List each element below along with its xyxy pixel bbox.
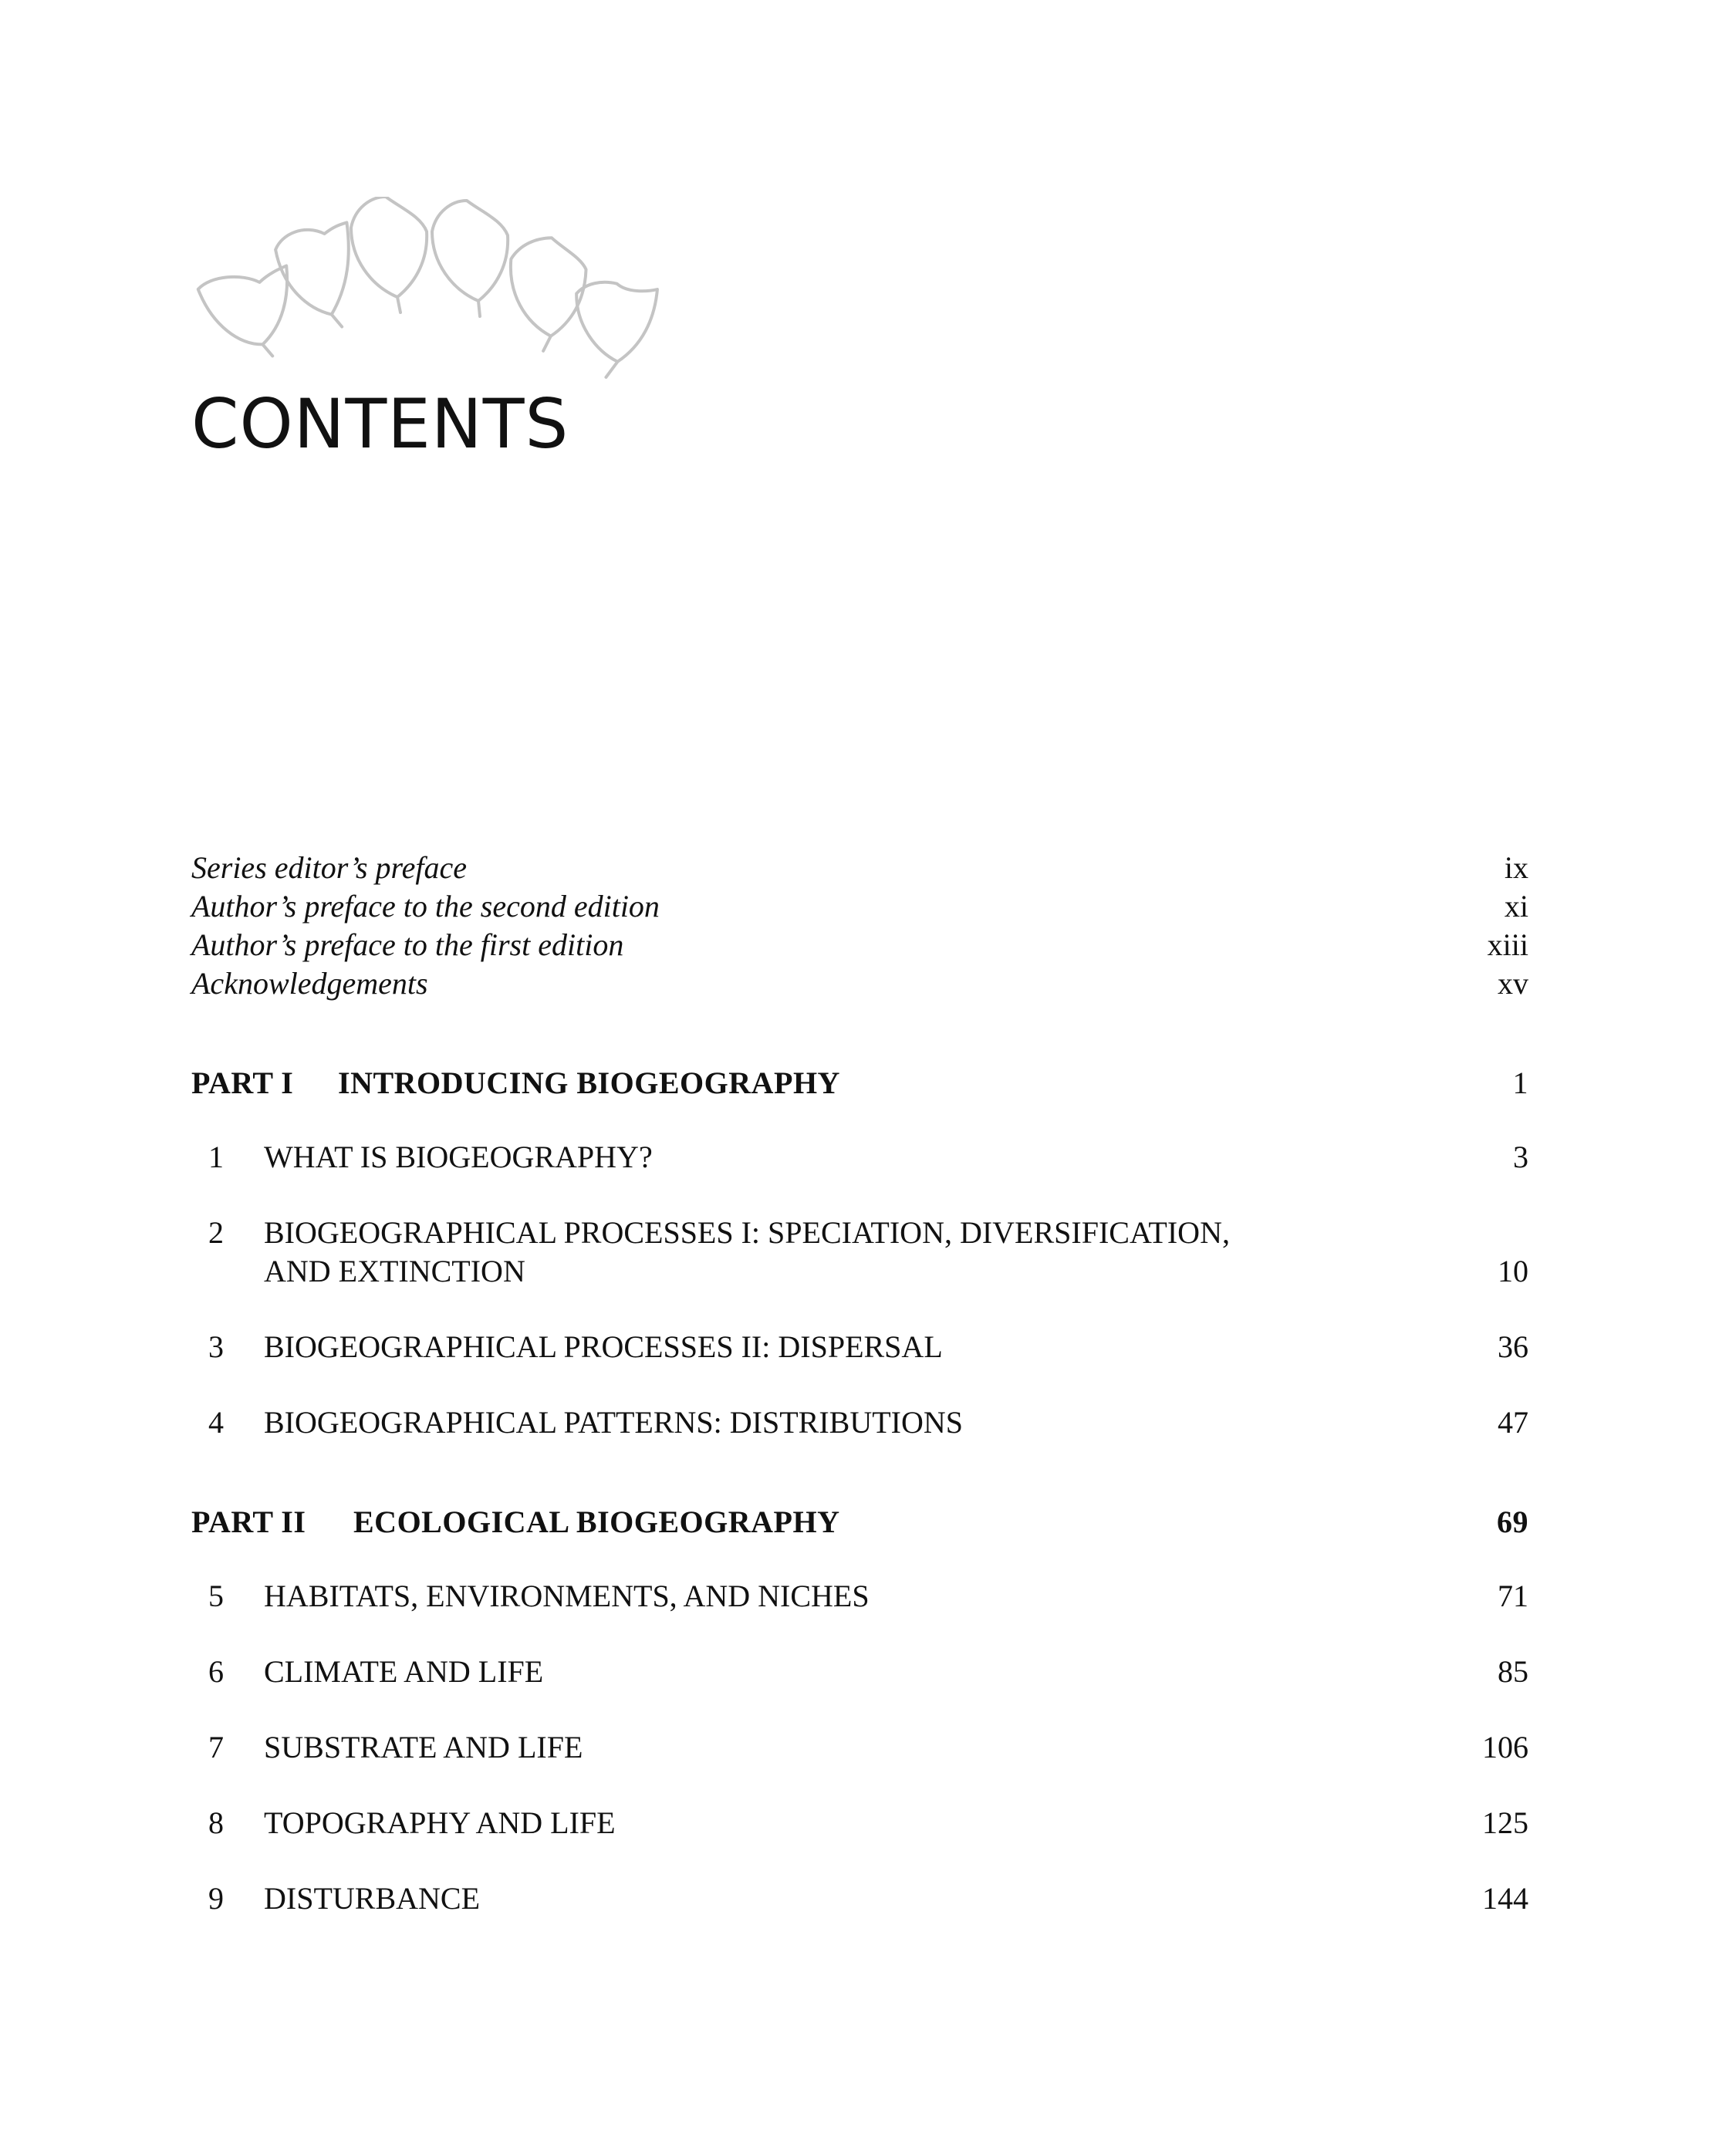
chapter-number: 7 [208, 1730, 224, 1764]
chapter-title: DISTURBANCE [264, 1881, 481, 1916]
entry-title: Author’s preface to the second edition [191, 889, 660, 924]
part-heading[interactable] [191, 1065, 1528, 1101]
chapter-number: 4 [208, 1405, 224, 1440]
entry-title: Series editor’s preface [191, 850, 467, 885]
chapter-title: HABITATS, ENVIRONMENTS, AND NICHES [264, 1579, 870, 1613]
part-heading[interactable] [191, 1504, 1528, 1540]
leaf-icon [432, 201, 508, 316]
part-page: 69 [1497, 1504, 1528, 1539]
entry-page: xv [1498, 966, 1528, 1001]
chapter-entry[interactable] [191, 1214, 1528, 1291]
chapter-page: 125 [1482, 1805, 1528, 1840]
leaf-icon [566, 278, 657, 382]
entry-page: ix [1504, 850, 1528, 885]
chapter-title-continued: AND EXTINCTION [264, 1254, 525, 1288]
entry-page: xiii [1487, 927, 1528, 962]
chapter-entry[interactable] [191, 1728, 1528, 1767]
chapter-entry[interactable] [191, 1577, 1528, 1616]
table-of-contents [191, 849, 1528, 1918]
front-matter-entry[interactable] [191, 926, 1528, 964]
chapter-page: 144 [1482, 1881, 1528, 1916]
chapter-entry[interactable] [191, 1328, 1528, 1366]
leaf-garland-ornament [189, 197, 667, 382]
page-title: CONTENTS [191, 384, 569, 464]
leaf-icon [274, 222, 356, 332]
part-title: INTRODUCING BIOGEOGRAPHY [338, 1065, 840, 1100]
part-label: PART II [191, 1504, 306, 1539]
chapter-title: BIOGEOGRAPHICAL PROCESSES I: SPECIATION, DIVERSIFICATION, [264, 1215, 1230, 1250]
chapter-page: 71 [1498, 1579, 1528, 1613]
chapter-number: 6 [208, 1654, 224, 1689]
chapter-entry[interactable] [191, 1138, 1528, 1177]
chapter-number: 3 [208, 1329, 224, 1364]
part-title: ECOLOGICAL BIOGEOGRAPHY [353, 1504, 840, 1539]
front-matter-entry[interactable] [191, 849, 1528, 887]
part-label: PART I [191, 1065, 294, 1100]
chapter-title: CLIMATE AND LIFE [264, 1654, 544, 1689]
chapter-entry[interactable] [191, 1879, 1528, 1918]
chapter-number: 5 [208, 1579, 224, 1613]
chapter-number: 1 [208, 1140, 224, 1174]
entry-title: Acknowledgements [191, 966, 428, 1001]
leaf-icon [351, 197, 427, 312]
chapter-number: 9 [208, 1881, 224, 1916]
chapter-title: BIOGEOGRAPHICAL PROCESSES II: DISPERSAL [264, 1329, 943, 1364]
chapter-page: 3 [1513, 1140, 1528, 1174]
chapter-title: BIOGEOGRAPHICAL PATTERNS: DISTRIBUTIONS [264, 1405, 963, 1440]
chapter-page: 106 [1482, 1730, 1528, 1764]
chapter-title: SUBSTRATE AND LIFE [264, 1730, 583, 1764]
chapter-page: 85 [1498, 1654, 1528, 1689]
front-matter-entry[interactable] [191, 887, 1528, 926]
chapter-entry[interactable] [191, 1403, 1528, 1442]
part-page: 1 [1512, 1065, 1528, 1100]
entry-page: xi [1504, 889, 1528, 924]
chapter-title: TOPOGRAPHY AND LIFE [264, 1805, 616, 1840]
entry-title: Author’s preface to the first edition [191, 927, 624, 962]
chapter-page: 36 [1498, 1329, 1528, 1364]
leaf-garland-icon [189, 197, 667, 382]
chapter-page: 47 [1498, 1405, 1528, 1440]
chapter-entry[interactable] [191, 1653, 1528, 1691]
chapter-page: 10 [1498, 1254, 1528, 1288]
front-matter-entry[interactable] [191, 964, 1528, 1003]
chapter-title: WHAT IS BIOGEOGRAPHY? [264, 1140, 653, 1174]
chapter-entry[interactable] [191, 1804, 1528, 1842]
front-matter-list [191, 849, 1528, 1003]
chapter-number: 8 [208, 1805, 224, 1840]
chapter-number: 2 [208, 1215, 224, 1250]
